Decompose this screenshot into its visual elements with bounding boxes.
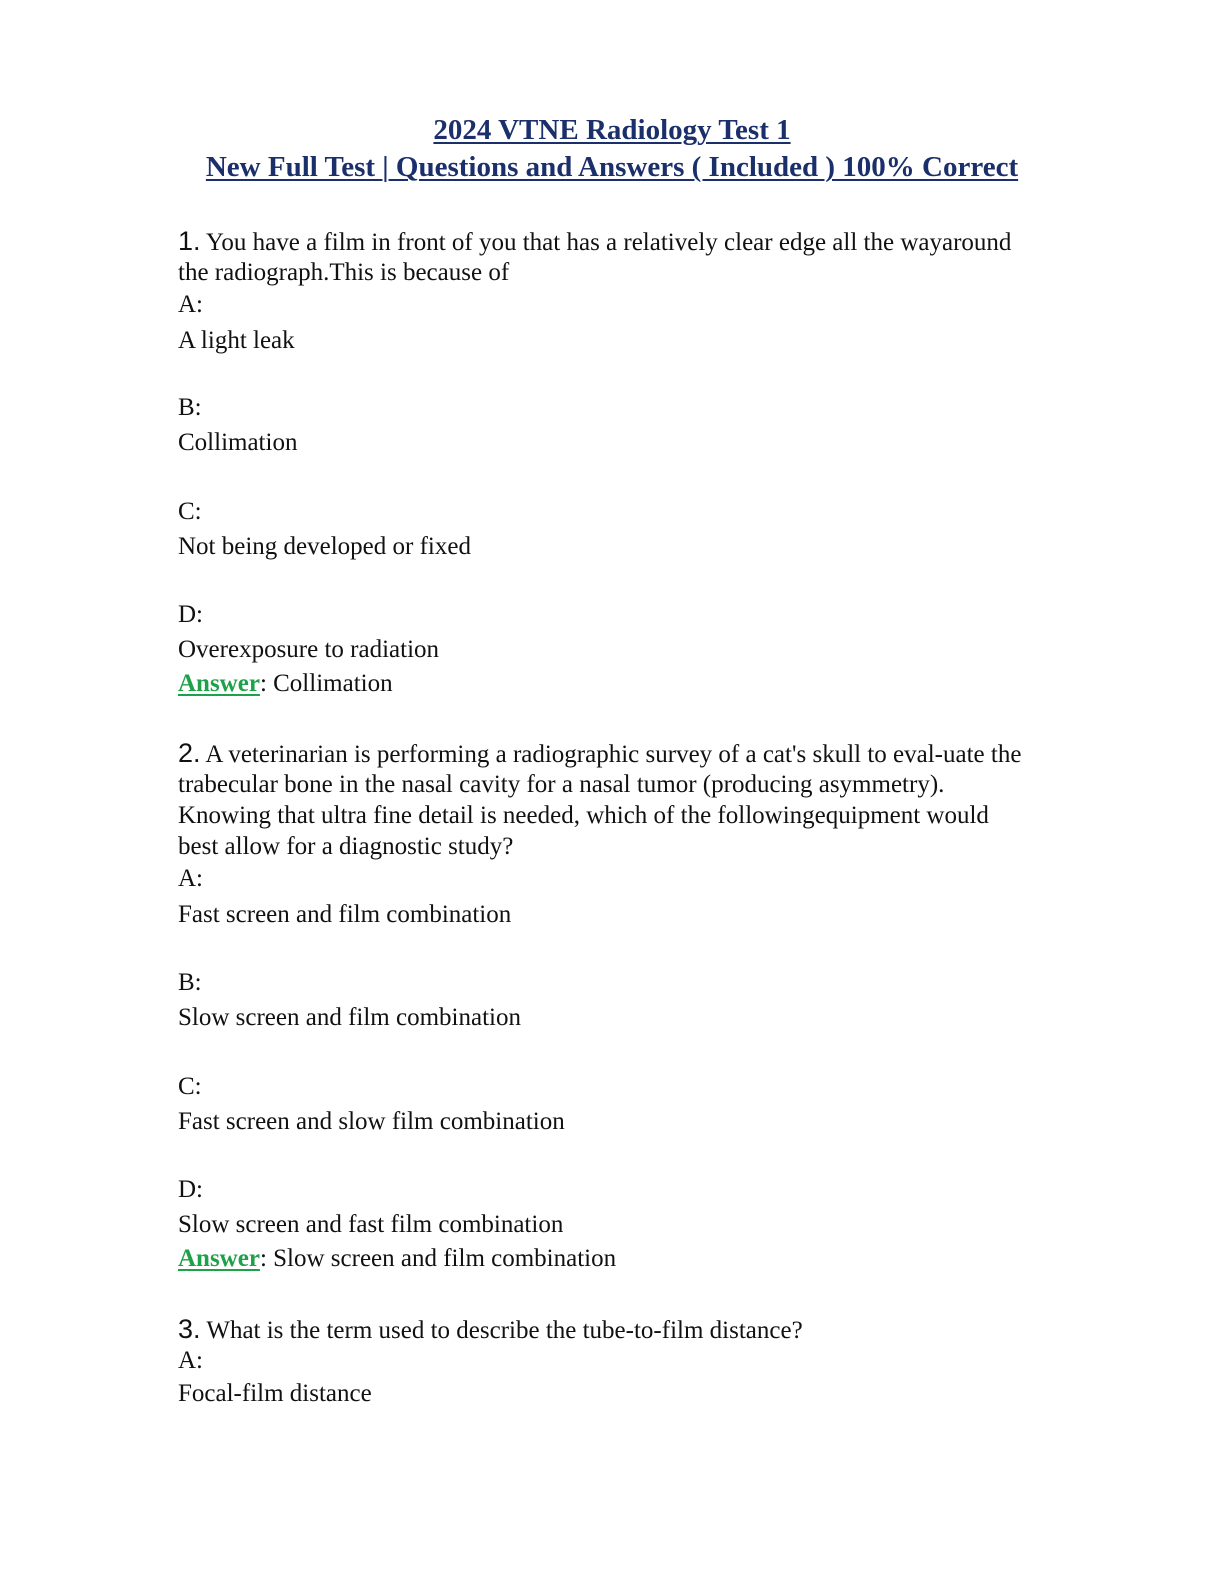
question-3-option-a-text: Focal-film distance [178,1380,372,1407]
question-2-number: 2. [178,738,201,768]
question-2-option-a-text: Fast screen and film combination [178,901,512,928]
question-1-option-d-text: Overexposure to radiation [178,636,440,663]
question-1-answer [178,669,393,699]
question-1-option-a-text: A light leak [178,327,295,354]
question-1-option-c-label: C: [178,498,202,525]
question-3-line-1 [178,1314,803,1346]
question-2-option-a-label: A: [178,865,203,892]
question-1-number: 1. [178,226,201,256]
question-2-option-d-label: D: [178,1176,203,1203]
answer-label: Answer [178,1245,260,1272]
question-2-option-d-text: Slow screen and fast film combination [178,1211,564,1238]
question-1-line-1 [178,226,1011,258]
question-1-text: You have a film in front of you that has a relatively clear edge all the wayaround [205,229,1012,256]
question-2-line-4: best allow for a diagnostic study? [178,833,514,860]
question-2-line-1 [178,738,1021,770]
question-3-option-a-label: A: [178,1347,203,1374]
question-2-option-c-label: C: [178,1073,202,1100]
answer-text: : Slow screen and film combination [259,1245,617,1272]
question-2-line-3: Knowing that ultra fine detail is needed, which of the followingequipment would [178,802,989,829]
question-2-text: A veterinarian is performing a radiographic survey of a cat's skull to eval-uate the [205,741,1022,768]
question-1-option-a-label: A: [178,291,203,318]
question-2-option-b-text: Slow screen and film combination [178,1004,521,1031]
document-title: 2024 VTNE Radiology Test 1 [433,114,791,146]
question-1-line-2: the radiograph.This is because of [178,259,510,286]
question-1-option-b-label: B: [178,394,202,421]
question-1-option-b-text: Collimation [178,429,298,456]
question-2-line-2: trabecular bone in the nasal cavity for a nasal tumor (producing asymmetry). [178,771,945,798]
document-subtitle: New Full Test | Questions and Answers ( Included ) 100% Correct [205,151,1019,183]
answer-text: : Collimation [259,670,393,697]
question-1-option-c-text: Not being developed or fixed [178,533,471,560]
answer-label: Answer [178,670,260,697]
question-3-text: What is the term used to describe the tube-to-film distance? [206,1317,803,1344]
question-2-answer [178,1244,616,1274]
question-1-option-d-label: D: [178,601,203,628]
question-3-number: 3. [178,1314,201,1344]
question-2-option-c-text: Fast screen and slow film combination [178,1108,565,1135]
question-2-option-b-label: B: [178,969,202,996]
